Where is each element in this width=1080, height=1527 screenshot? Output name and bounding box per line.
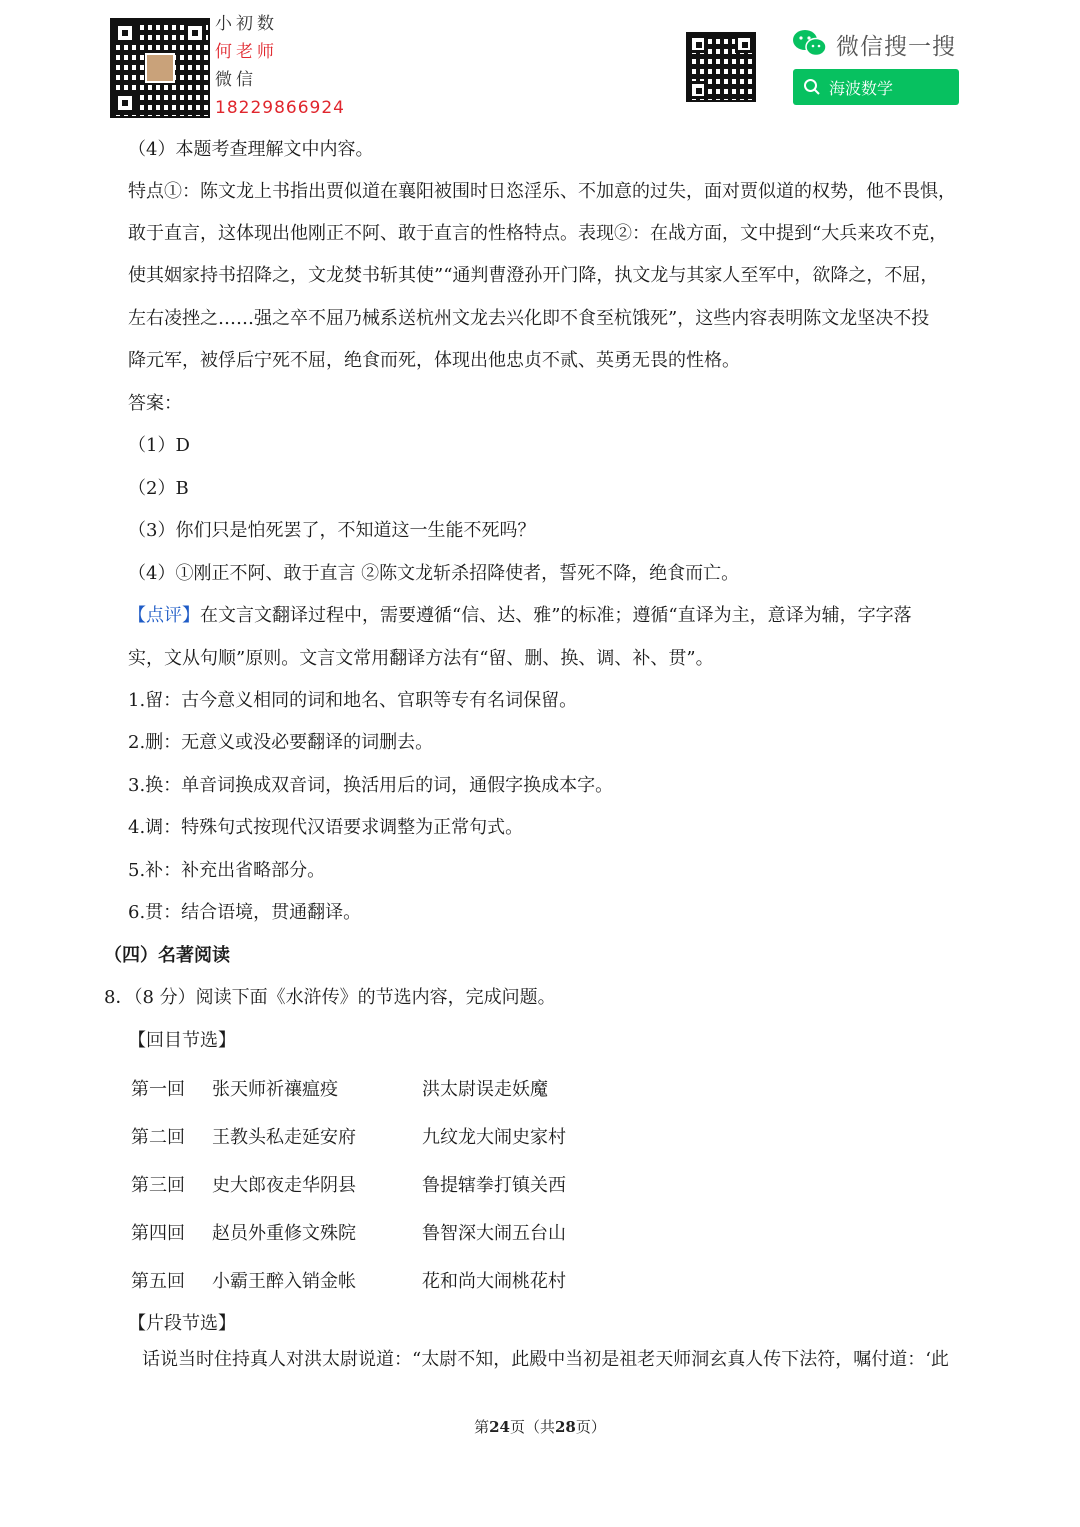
page-suffix: 页）	[575, 1418, 606, 1436]
brand-block	[215, 10, 345, 122]
method-5: 5.补：补充出省略部分。	[128, 860, 326, 881]
brand-line-1: 小初数	[215, 14, 278, 34]
excerpt-label: 【片段节选】	[128, 1313, 236, 1334]
brand-phone: 18229866924	[215, 98, 345, 118]
chapter-num: 第四回	[131, 1223, 185, 1244]
chapter-title-a: 史大郎夜走华阴县	[212, 1175, 356, 1196]
chapter-title-a: 王教头私走延安府	[212, 1127, 356, 1148]
qr-code-left	[110, 18, 210, 118]
p4-line-2: 敢于直言，这体现出他刚正不阿、敢于直言的性格特点。表现②：在战方面，文中提到“大兵来攻不克，	[128, 223, 948, 244]
page-prefix: 第	[474, 1418, 490, 1436]
chapter-title-b: 花和尚大闹桃花村	[422, 1271, 566, 1292]
section-title: （四）名著阅读	[104, 945, 230, 966]
page-number	[0, 1416, 1080, 1437]
comment-tag: 【点评】	[128, 605, 200, 626]
chapter-title-b: 洪太尉误走妖魔	[422, 1079, 548, 1100]
page-current: 24	[489, 1418, 510, 1436]
method-2: 2.删：无意义或没必要翻译的词删去。	[128, 732, 434, 753]
answer-1: （1）D	[128, 435, 190, 456]
chapter-num: 第二回	[131, 1127, 185, 1148]
chapter-num: 第一回	[131, 1079, 185, 1100]
page-total: 28	[555, 1418, 576, 1436]
chapters-label: 【回目节选】	[128, 1030, 236, 1051]
method-6: 6.贯：结合语境，贯通翻译。	[128, 902, 362, 923]
answer-2: （2）B	[128, 478, 189, 499]
p4-title: （4）本题考查理解文中内容。	[128, 139, 374, 160]
chapter-title-a: 赵员外重修文殊院	[212, 1223, 356, 1244]
chapter-title-a: 小霸王醉入销金帐	[212, 1271, 356, 1292]
page-mid: 页（共	[509, 1418, 555, 1436]
chapter-num: 第五回	[131, 1271, 185, 1292]
comment-line-2: 实，文从句顺”原则。文言文常用翻译方法有“留、删、换、调、补、贯”。	[128, 648, 714, 669]
p4-line-4: 左右凌挫之……强之卒不屈乃械系送杭州文龙去兴化即不食至杭饿死”，这些内容表明陈文龙坚决不投	[128, 308, 930, 329]
p4-line-3: 使其姻家持书招降之，文龙焚书斩其使”“通判曹澄孙开门降，执文龙与其家人至军中，欲降之，不屈，	[128, 265, 939, 286]
search-label: 海波数学	[829, 78, 894, 98]
wechat-search-title: 微信搜一搜	[836, 34, 956, 60]
answer-label: 答案：	[128, 393, 182, 414]
answer-3: （3）你们只是怕死罢了，不知道这一生能不死吗？	[128, 520, 536, 541]
question-8: 8．（8 分）阅读下面《水浒传》的节选内容，完成问题。	[104, 987, 556, 1008]
wechat-logo-icon	[792, 28, 828, 58]
brand-line-2: 何老师	[215, 42, 278, 62]
method-3: 3.换：单音词换成双音词，换活用后的词，通假字换成本字。	[128, 775, 614, 796]
chapter-title-b: 鲁智深大闹五台山	[422, 1223, 566, 1244]
search-button[interactable]	[793, 69, 959, 105]
answer-4: （4）①刚正不阿、敢于直言 ②陈文龙斩杀招降使者，誓死不降，绝食而亡。	[128, 563, 740, 584]
avatar	[145, 53, 175, 83]
search-icon	[803, 78, 821, 96]
p4-line-1: 特点①：陈文龙上书指出贾似道在襄阳被围时日恣淫乐、不加意的过失，面对贾似道的权势，他不畏惧，	[128, 181, 956, 202]
comment-text-1: 在文言文翻译过程中，需要遵循“信、达、雅”的标准；遵循“直译为主，意译为辅，字字落	[200, 605, 912, 626]
brand-line-3: 微信	[215, 70, 257, 90]
chapter-title-a: 张天师祈禳瘟疫	[212, 1079, 338, 1100]
qr-code-right	[686, 32, 756, 102]
method-1: 1.留：古今意义相同的词和地名、官职等专有名词保留。	[128, 690, 578, 711]
excerpt-line: 话说当时住持真人对洪太尉说道：“太尉不知，此殿中当初是祖老天师洞玄真人传下法符，嘱付道：‘此	[142, 1349, 949, 1370]
p4-line-5: 降元军，被俘后宁死不屈，绝食而死，体现出他忠贞不贰、英勇无畏的性格。	[128, 350, 740, 371]
chapter-title-b: 九纹龙大闹史家村	[422, 1127, 566, 1148]
comment-line-1	[128, 604, 912, 628]
chapter-num: 第三回	[131, 1175, 185, 1196]
chapter-title-b: 鲁提辖拳打镇关西	[422, 1175, 566, 1196]
method-4: 4.调：特殊句式按现代汉语要求调整为正常句式。	[128, 817, 524, 838]
